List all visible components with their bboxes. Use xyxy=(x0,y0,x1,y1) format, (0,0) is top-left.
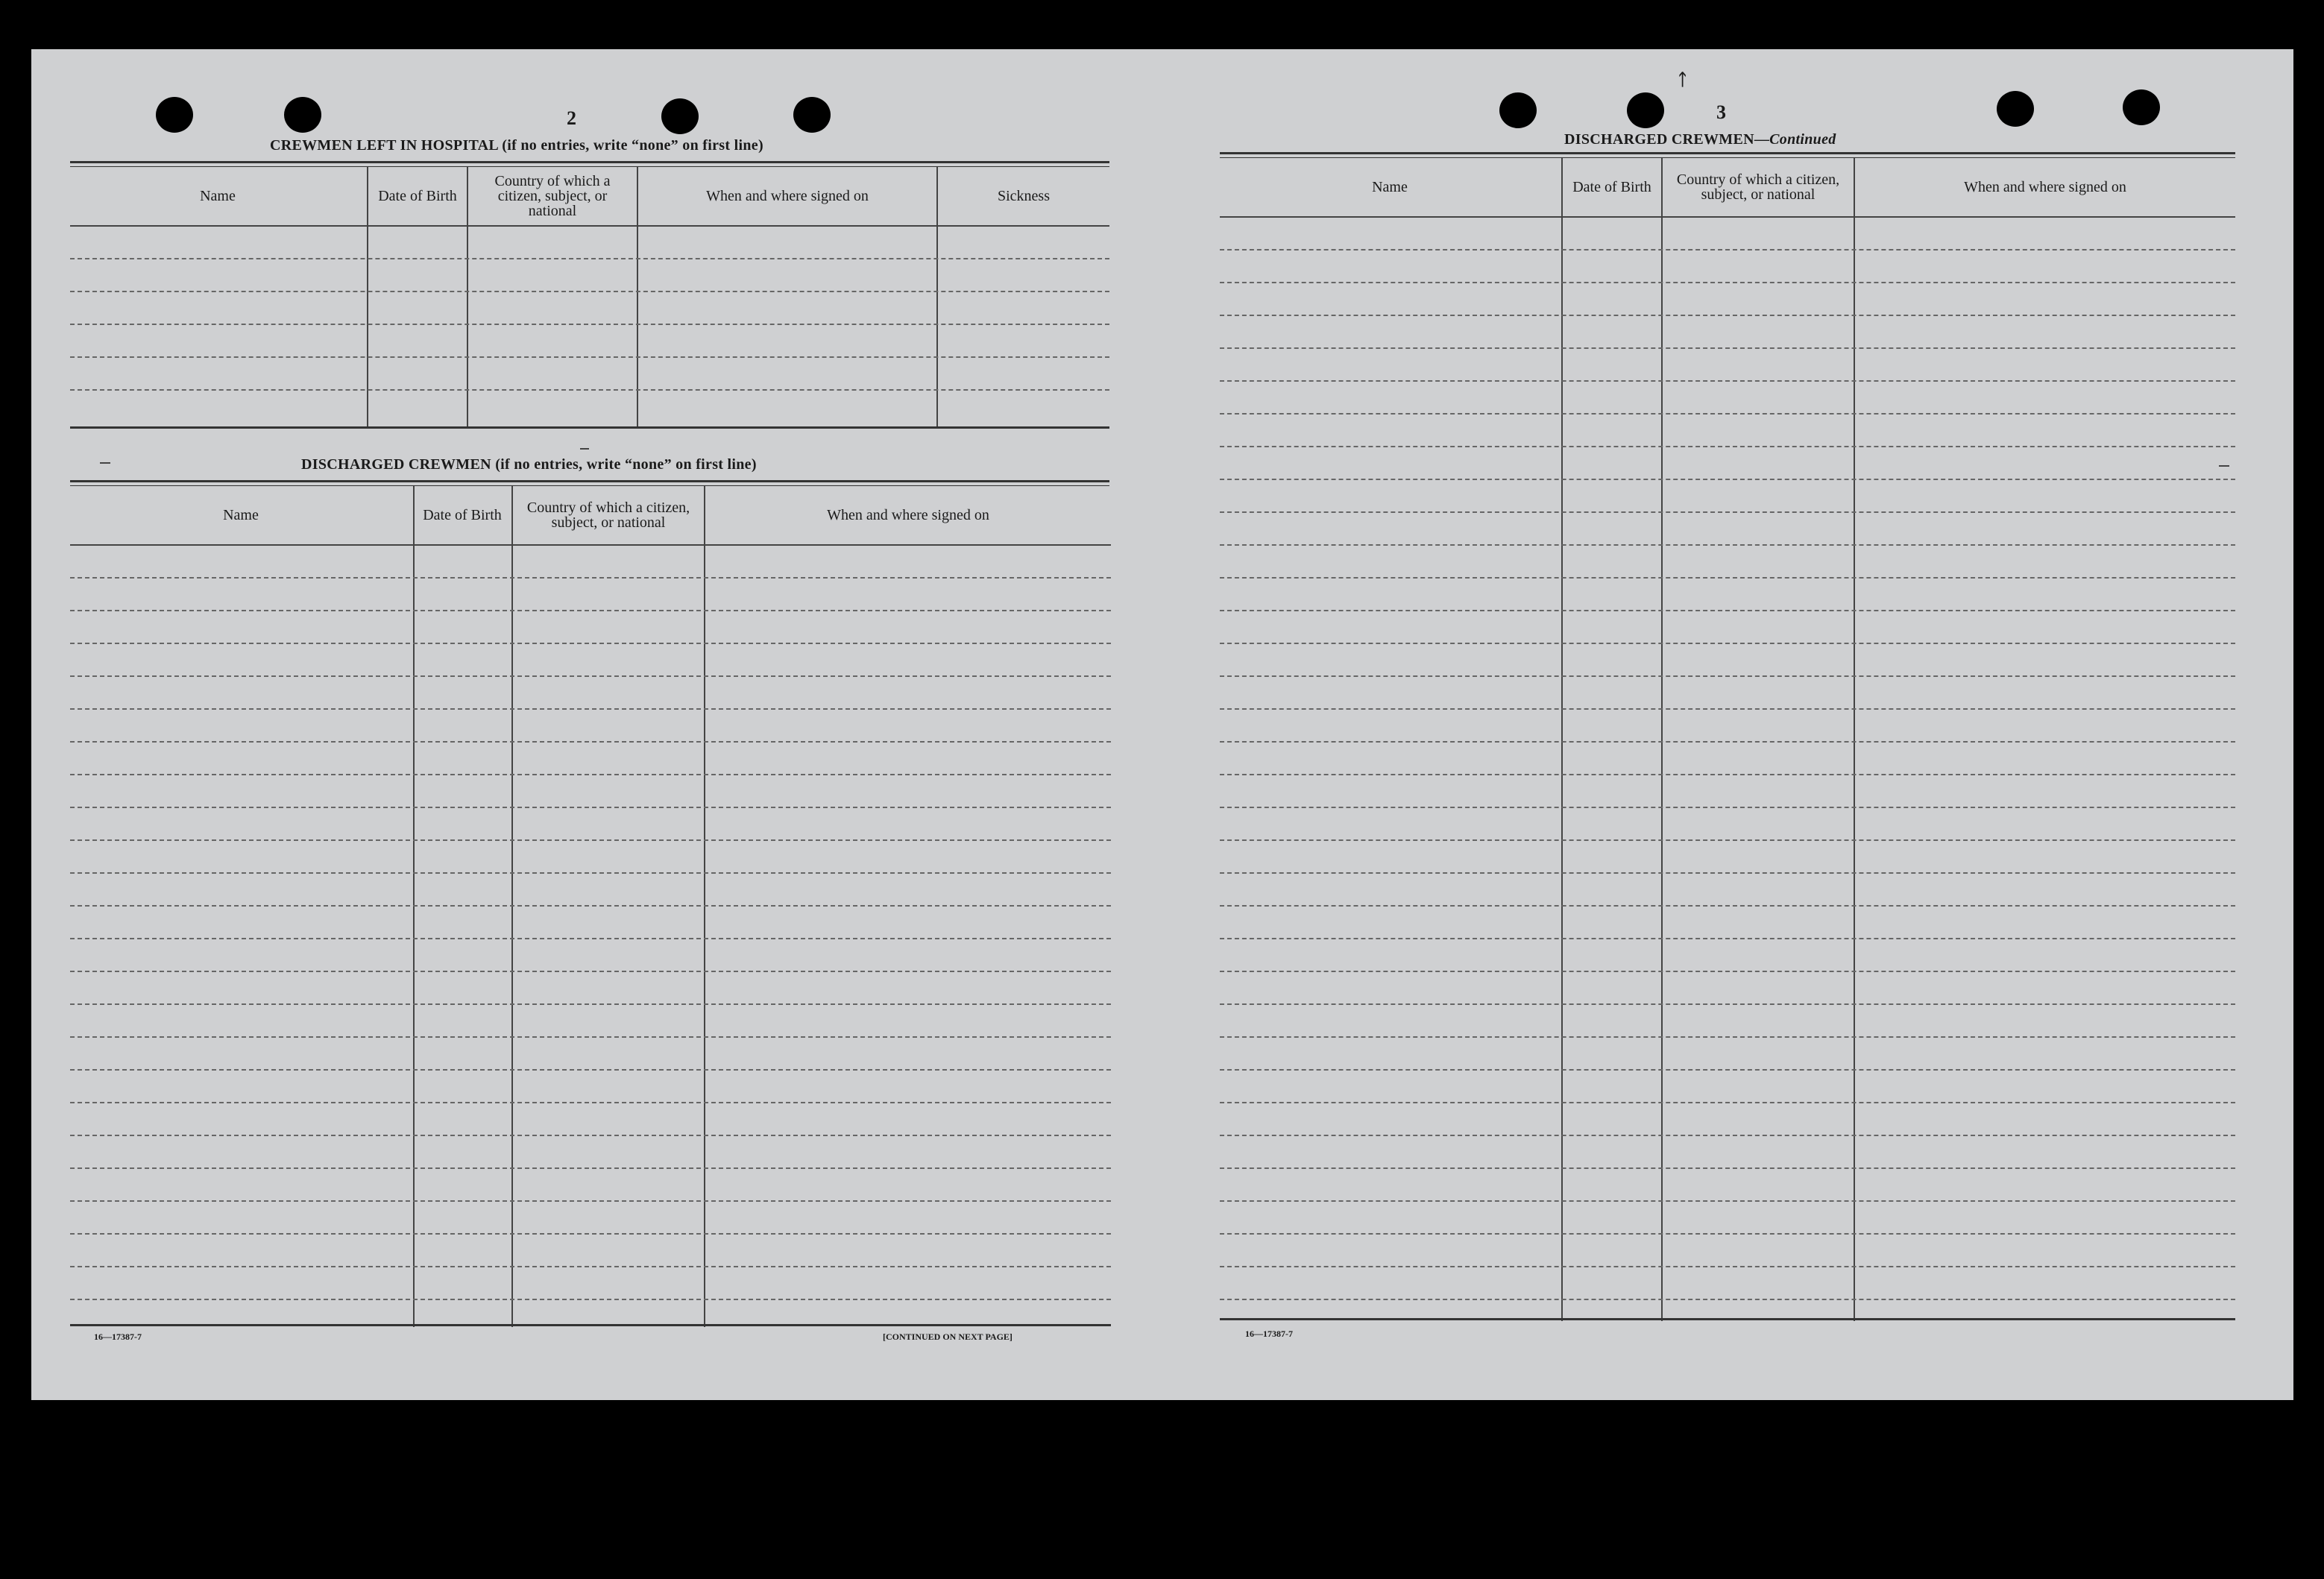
entry-line xyxy=(70,1036,1111,1038)
header-signed-on: When and where signed on xyxy=(827,507,989,523)
entry-line xyxy=(1220,610,2235,611)
discharged-continued-title-text: DISCHARGED CREWMEN— xyxy=(1564,131,1770,148)
punch-hole xyxy=(793,97,831,133)
entry-line xyxy=(1220,905,2235,907)
punch-hole xyxy=(284,97,321,133)
entry-line xyxy=(1220,774,2235,775)
table-bottom-rule xyxy=(70,1324,1111,1326)
entry-line xyxy=(70,1299,1111,1300)
entry-line xyxy=(1220,1069,2235,1071)
punch-hole xyxy=(1627,92,1664,128)
discharged-instruction: (if no entries, write “none” on first line) xyxy=(495,456,757,473)
punch-hole xyxy=(1997,91,2034,127)
header-signed-on: When and where signed on xyxy=(706,188,869,204)
entry-line xyxy=(1220,1167,2235,1169)
entry-line xyxy=(70,774,1111,775)
entry-line xyxy=(70,1135,1111,1136)
header-underline xyxy=(70,544,1111,546)
entry-line xyxy=(1220,1102,2235,1103)
entry-line xyxy=(70,324,1109,325)
continued-suffix: Continued xyxy=(1769,131,1836,148)
column-divider xyxy=(1661,158,1663,1321)
page-number-left: 2 xyxy=(567,107,576,129)
entry-line xyxy=(70,389,1109,391)
entry-line xyxy=(70,1003,1111,1005)
entry-line xyxy=(70,1167,1111,1169)
header-date-of-birth: Date of Birth xyxy=(423,507,502,523)
entry-line xyxy=(1220,1003,2235,1005)
header-underline xyxy=(70,225,1109,227)
entry-line xyxy=(70,258,1109,259)
entry-line xyxy=(70,971,1111,972)
discharged-continued-top-rule xyxy=(1220,152,2235,158)
discharged-continued-title xyxy=(1564,131,1836,148)
header-country: Country of which a citizen, subject, or national xyxy=(1676,171,1840,203)
header-country: Country of which a citizen, subject, or national xyxy=(526,499,690,531)
entry-line xyxy=(1220,839,2235,841)
entry-line xyxy=(70,577,1111,579)
punch-hole xyxy=(1499,92,1537,128)
entry-line xyxy=(1220,1233,2235,1235)
entry-line xyxy=(1220,413,2235,415)
header-underline xyxy=(1220,216,2235,218)
column-divider xyxy=(1854,158,1855,1321)
entry-line xyxy=(1220,872,2235,874)
entry-line xyxy=(1220,1299,2235,1300)
header-date-of-birth: Date of Birth xyxy=(378,188,457,204)
entry-line xyxy=(70,291,1109,292)
discharged-top-rule xyxy=(70,480,1109,486)
margin-dash xyxy=(580,448,589,450)
margin-dash xyxy=(2219,465,2229,467)
entry-line xyxy=(70,1102,1111,1103)
header-country: Country of which a citizen, subject, or national xyxy=(494,173,611,219)
entry-line xyxy=(1220,511,2235,513)
entry-line xyxy=(1220,347,2235,349)
entry-line xyxy=(70,675,1111,677)
entry-line xyxy=(70,905,1111,907)
scanned-form-sheet xyxy=(31,49,2293,1400)
continued-note: [CONTINUED ON NEXT PAGE] xyxy=(883,1331,1013,1342)
table-bottom-rule xyxy=(70,426,1109,429)
hospital-instruction: (if no entries, write “none” on first line) xyxy=(502,137,763,154)
hospital-table xyxy=(70,167,1109,428)
entry-line xyxy=(70,839,1111,841)
entry-line xyxy=(70,610,1111,611)
entry-line xyxy=(1220,675,2235,677)
table-bottom-rule xyxy=(1220,1318,2235,1320)
form-number-left: 16—17387-7 xyxy=(94,1331,142,1342)
entry-line xyxy=(1220,1266,2235,1267)
hospital-section-title xyxy=(270,137,763,154)
entry-line xyxy=(1220,577,2235,579)
entry-line xyxy=(1220,807,2235,808)
hospital-title-text: CREWMEN LEFT IN HOSPITAL xyxy=(270,137,498,154)
entry-line xyxy=(1220,315,2235,316)
page-number-right: 3 xyxy=(1716,101,1726,123)
entry-line xyxy=(70,1266,1111,1267)
punch-hole xyxy=(661,98,699,134)
entry-line xyxy=(70,807,1111,808)
discharged-continued-table xyxy=(1220,158,2235,1321)
entry-line xyxy=(1220,446,2235,447)
column-divider xyxy=(1561,158,1563,1321)
header-name: Name xyxy=(223,507,259,523)
entry-line xyxy=(1220,380,2235,382)
entry-line xyxy=(1220,479,2235,480)
discharged-section-title xyxy=(301,456,757,473)
form-number-right: 16—17387-7 xyxy=(1245,1329,1293,1339)
entry-line xyxy=(70,1200,1111,1202)
punch-hole xyxy=(156,97,193,133)
entry-line xyxy=(1220,1200,2235,1202)
ink-mark: ᛏ xyxy=(1678,70,1688,89)
header-name: Name xyxy=(1372,179,1408,195)
header-date-of-birth: Date of Birth xyxy=(1572,179,1651,195)
entry-line xyxy=(1220,249,2235,250)
hospital-top-rule xyxy=(70,161,1109,167)
entry-line xyxy=(70,356,1109,358)
entry-line xyxy=(70,643,1111,644)
punch-hole xyxy=(2123,89,2160,125)
entry-line xyxy=(70,1233,1111,1235)
entry-line xyxy=(1220,544,2235,546)
entry-line xyxy=(1220,708,2235,710)
entry-line xyxy=(1220,643,2235,644)
header-name: Name xyxy=(200,188,236,204)
margin-dash xyxy=(100,462,110,464)
entry-line xyxy=(1220,1135,2235,1136)
entry-line xyxy=(70,708,1111,710)
entry-line xyxy=(70,938,1111,939)
discharged-title-text: DISCHARGED CREWMEN xyxy=(301,456,491,473)
entry-line xyxy=(1220,938,2235,939)
entry-line xyxy=(70,1069,1111,1071)
entry-line xyxy=(1220,741,2235,743)
entry-line xyxy=(1220,282,2235,283)
entry-line xyxy=(70,741,1111,743)
header-signed-on: When and where signed on xyxy=(1964,179,2126,195)
discharged-table xyxy=(70,486,1111,1327)
header-sickness: Sickness xyxy=(998,188,1050,204)
entry-line xyxy=(1220,971,2235,972)
entry-line xyxy=(70,872,1111,874)
entry-line xyxy=(1220,1036,2235,1038)
